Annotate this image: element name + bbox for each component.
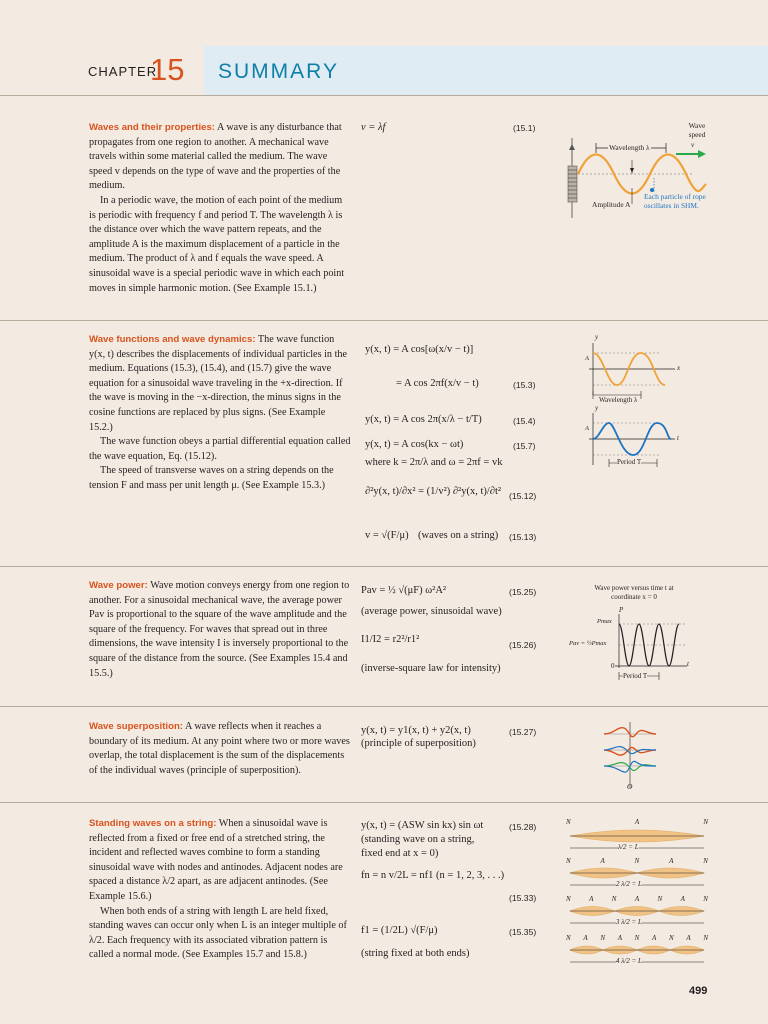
mode-label: A — [617, 934, 622, 942]
section-divider — [0, 566, 768, 567]
standing-text-2: When both ends of a string with length L are held fixed, standing waves can occur only when L is an integer multiple of λ/2. Each frequency with its associated vibration pattern is called a normal mode. (See Examples 15.7 and 15.8.) — [89, 905, 347, 961]
eq-number-15-25: (15.25) — [509, 587, 537, 597]
section-divider — [0, 802, 768, 803]
section-divider — [0, 320, 768, 321]
standing-wave-figure — [562, 818, 712, 978]
fig-A-label-top: A — [585, 355, 589, 362]
functions-text-3: The speed of transverse waves on a string depends on the tension F and mass per unit length μ. (See Example 15.3.) — [89, 465, 334, 491]
section-divider — [0, 706, 768, 707]
eq-fundamental-note: (string fixed at both ends) — [361, 948, 470, 959]
eq-number-15-33: (15.33) — [509, 893, 537, 903]
fig-period-label: Period T — [617, 458, 642, 466]
superposition-figure — [600, 720, 660, 795]
mode-label: N — [703, 857, 708, 865]
wave-function-figure — [585, 333, 695, 473]
fig-A-label-bottom: A — [585, 425, 589, 432]
mode-label: A — [600, 857, 605, 865]
mode-label: A — [652, 934, 657, 942]
fig-zero-label: 0 — [611, 662, 615, 670]
power-heading: Wave power: — [89, 580, 148, 591]
eq-k-omega: where k = 2π/λ and ω = 2πf = vk — [365, 457, 503, 468]
standing-description — [89, 817, 351, 963]
rope-wave-figure — [560, 118, 720, 233]
eq-number-15-26: (15.26) — [509, 640, 537, 650]
eq-fundamental: f1 = (1/2L) √(F/μ) — [361, 925, 438, 936]
fig-Pmax-label: Pmax — [597, 618, 612, 625]
superposition-heading: Wave superposition: — [89, 721, 183, 732]
mode-1-length: λ/2 = L — [618, 843, 639, 851]
mode-label: N — [703, 895, 708, 903]
properties-text-1: A wave is any disturbance that propagates from one region to another. A mechanical wave travels within some material called the medium. The wave speed v depends on the type of wave and the properties of the medium. — [89, 122, 342, 192]
fig-particle-label: Each particle of rope oscillates in SHM. — [644, 192, 706, 211]
functions-description — [89, 333, 351, 494]
mode-1-labels — [562, 818, 712, 826]
mode-label: N — [566, 895, 571, 903]
fig-v-label: v — [691, 140, 695, 149]
fig-y-label-top: y — [595, 333, 599, 341]
eq-number-15-12: (15.12) — [509, 491, 537, 501]
eq-number-15-13: (15.13) — [509, 532, 537, 542]
mode-label: A — [634, 895, 640, 903]
eq-wave-function-c: y(x, t) = A cos 2π(x/λ − t/T) — [365, 414, 482, 425]
eq-inverse-square-note: (inverse-square law for intensity) — [361, 663, 501, 674]
superposition-description — [89, 720, 351, 778]
mode-label: N — [703, 818, 708, 826]
eq-average-power-note: (average power, sinusoidal wave) — [361, 606, 502, 617]
eq-number-15-7: (15.7) — [513, 441, 536, 451]
eq-standing-note-2: fixed end at x = 0) — [361, 848, 439, 859]
mode-label: A — [680, 895, 685, 903]
mode-label: N — [566, 934, 571, 942]
eq-superposition: y(x, t) = y1(x, t) + y2(x, t) — [361, 725, 471, 736]
chapter-label: CHAPTER — [88, 64, 158, 79]
fig-t-label-power: t — [687, 660, 689, 668]
mode-label: N — [566, 818, 571, 826]
fig-x-label: x — [677, 364, 681, 372]
standing-heading: Standing waves on a string: — [89, 818, 217, 829]
eq-superposition-note: (principle of superposition) — [361, 738, 476, 749]
mode-label: N — [657, 895, 663, 903]
mode-label: A — [589, 895, 594, 903]
mode-4-labels — [562, 934, 712, 942]
mode-label: A — [669, 857, 674, 865]
chapter-number: 15 — [150, 52, 185, 87]
fig-origin-label: O — [627, 782, 633, 791]
mode-2-labels — [562, 857, 712, 865]
power-description — [89, 579, 351, 681]
fig-power-title: Wave power versus time t at coordinate x = 0 — [594, 584, 674, 601]
fig-wave-speed-label: Wave speed — [688, 121, 706, 139]
fig-t-label: t — [677, 434, 679, 442]
mode-2-length: 2 λ/2 = L — [616, 880, 642, 888]
fig-y-label-bottom: y — [595, 404, 599, 412]
eq-inverse-square: I1/I2 = r2²/r1² — [361, 634, 420, 645]
mode-4-length: 4 λ/2 = L — [616, 957, 642, 965]
mode-3-length: 3 λ/2 = L — [616, 918, 642, 926]
eq-string-speed: v = √(F/μ) — [365, 530, 409, 541]
mode-label: A — [634, 818, 640, 826]
functions-heading: Wave functions and wave dynamics: — [89, 334, 256, 345]
mode-label: N — [634, 934, 640, 942]
wave-power-figure — [565, 580, 695, 690]
eq-number-15-27: (15.27) — [509, 727, 537, 737]
fig-amplitude-label: Amplitude A — [592, 200, 631, 209]
page-number: 499 — [689, 985, 708, 997]
eq-wave-equation: ∂²y(x, t)/∂x² = (1/v²) ∂²y(x, t)/∂t² — [365, 486, 502, 497]
properties-heading: Waves and their properties: — [89, 122, 215, 133]
mode-label: N — [634, 857, 640, 865]
standing-text-1: When a sinusoidal wave is reflected from a fixed or free end of a stretched string, the incident and reflected waves combine to form a standing sinusoidal wave with nodes and antinodes. Adjacent nodes are spaced a distance λ/2 apart, as are adjacent antinodes. (See Example 15.6.) — [89, 818, 343, 902]
eq-average-power: Pav = ½ √(μF) ω²A² — [361, 585, 447, 596]
mode-3-labels — [562, 895, 712, 903]
mode-label: N — [600, 934, 605, 942]
eq-wave-function-d: y(x, t) = A cos(kx − ωt) — [365, 439, 464, 450]
eq-standing-wave: y(x, t) = (ASW sin kx) sin ωt — [361, 820, 484, 831]
mode-label: A — [686, 934, 691, 942]
eq-number-15-4: (15.4) — [513, 416, 536, 426]
eq-wave-function-a: y(x, t) = A cos[ω(x/v − t)] — [365, 344, 474, 355]
fig-P-label: P — [619, 606, 624, 614]
eq-string-speed-note: (waves on a string) — [418, 530, 499, 541]
properties-description — [89, 121, 351, 296]
page-title: SUMMARY — [218, 60, 339, 83]
fig-Pav-label: Pav = ½Pmax — [569, 640, 607, 647]
mode-label: N — [611, 895, 617, 903]
mode-label: N — [566, 857, 571, 865]
eq-number-15-35: (15.35) — [509, 927, 537, 937]
eq-wave-speed: v = λf — [361, 122, 386, 133]
mode-label: A — [583, 934, 588, 942]
eq-number-15-1: (15.1) — [513, 123, 536, 133]
fig-wavelength-label-2: Wavelength λ — [599, 396, 638, 404]
power-text-1: Wave motion conveys energy from one region to another. For a sinusoidal mechanical wave, the average power Pav is proportional to the square of the wave amplitude and the square of the frequency. For waves that spread out in three dimensions, the wave intensity I is inversely proportional to the square of the distance from the source. (See Examples 15.4 and 15.5.) — [89, 580, 350, 679]
properties-text-2: In a periodic wave, the motion of each point of the medium is periodic with frequency f and period T. The wavelength λ is the distance over which the wave pattern repeats, and the amplitude A is the maximum displacement of a particle in the medium. The product of λ and f equals the wave speed. A sinusoidal wave is a special periodic wave in which each point moves in simple harmonic motion. (See Example 15.1.) — [89, 194, 345, 294]
functions-text-1: The wave function y(x, t) describes the displacements of individual particles in the medium. Equations (15.3), (15.4), and (15.7) give the wave equation for a sinusoidal wave traveling in the +x-direction. If the wave is moving in the −x-direction, the minus signs in the cosine functions are replaced by plus signs. (See Example 15.2.) — [89, 334, 348, 433]
fig-wavelength-label: Wavelength λ — [609, 143, 650, 152]
superposition-text-1: A wave reflects when it reaches a boundary of its medium. At any point where two or more waves overlap, the total displacement is the sum of the displacements of the individual waves (principle of superposition). — [89, 721, 350, 776]
eq-standing-note-1: (standing wave on a string, — [361, 834, 475, 845]
eq-number-15-28: (15.28) — [509, 822, 537, 832]
eq-wave-function-b: = A cos 2πf(x/v − t) — [396, 378, 479, 389]
header-divider — [0, 95, 768, 96]
fig-period-label-power: Period T — [623, 672, 648, 680]
functions-text-2: The wave function obeys a partial differential equation called the wave equation, Eq. (15.12). — [89, 436, 351, 462]
eq-normal-modes: fn = n v/2L = nf1 (n = 1, 2, 3, . . .) — [361, 870, 505, 881]
mode-label: N — [668, 934, 674, 942]
eq-number-15-3: (15.3) — [513, 380, 536, 390]
mode-label: N — [703, 934, 708, 942]
